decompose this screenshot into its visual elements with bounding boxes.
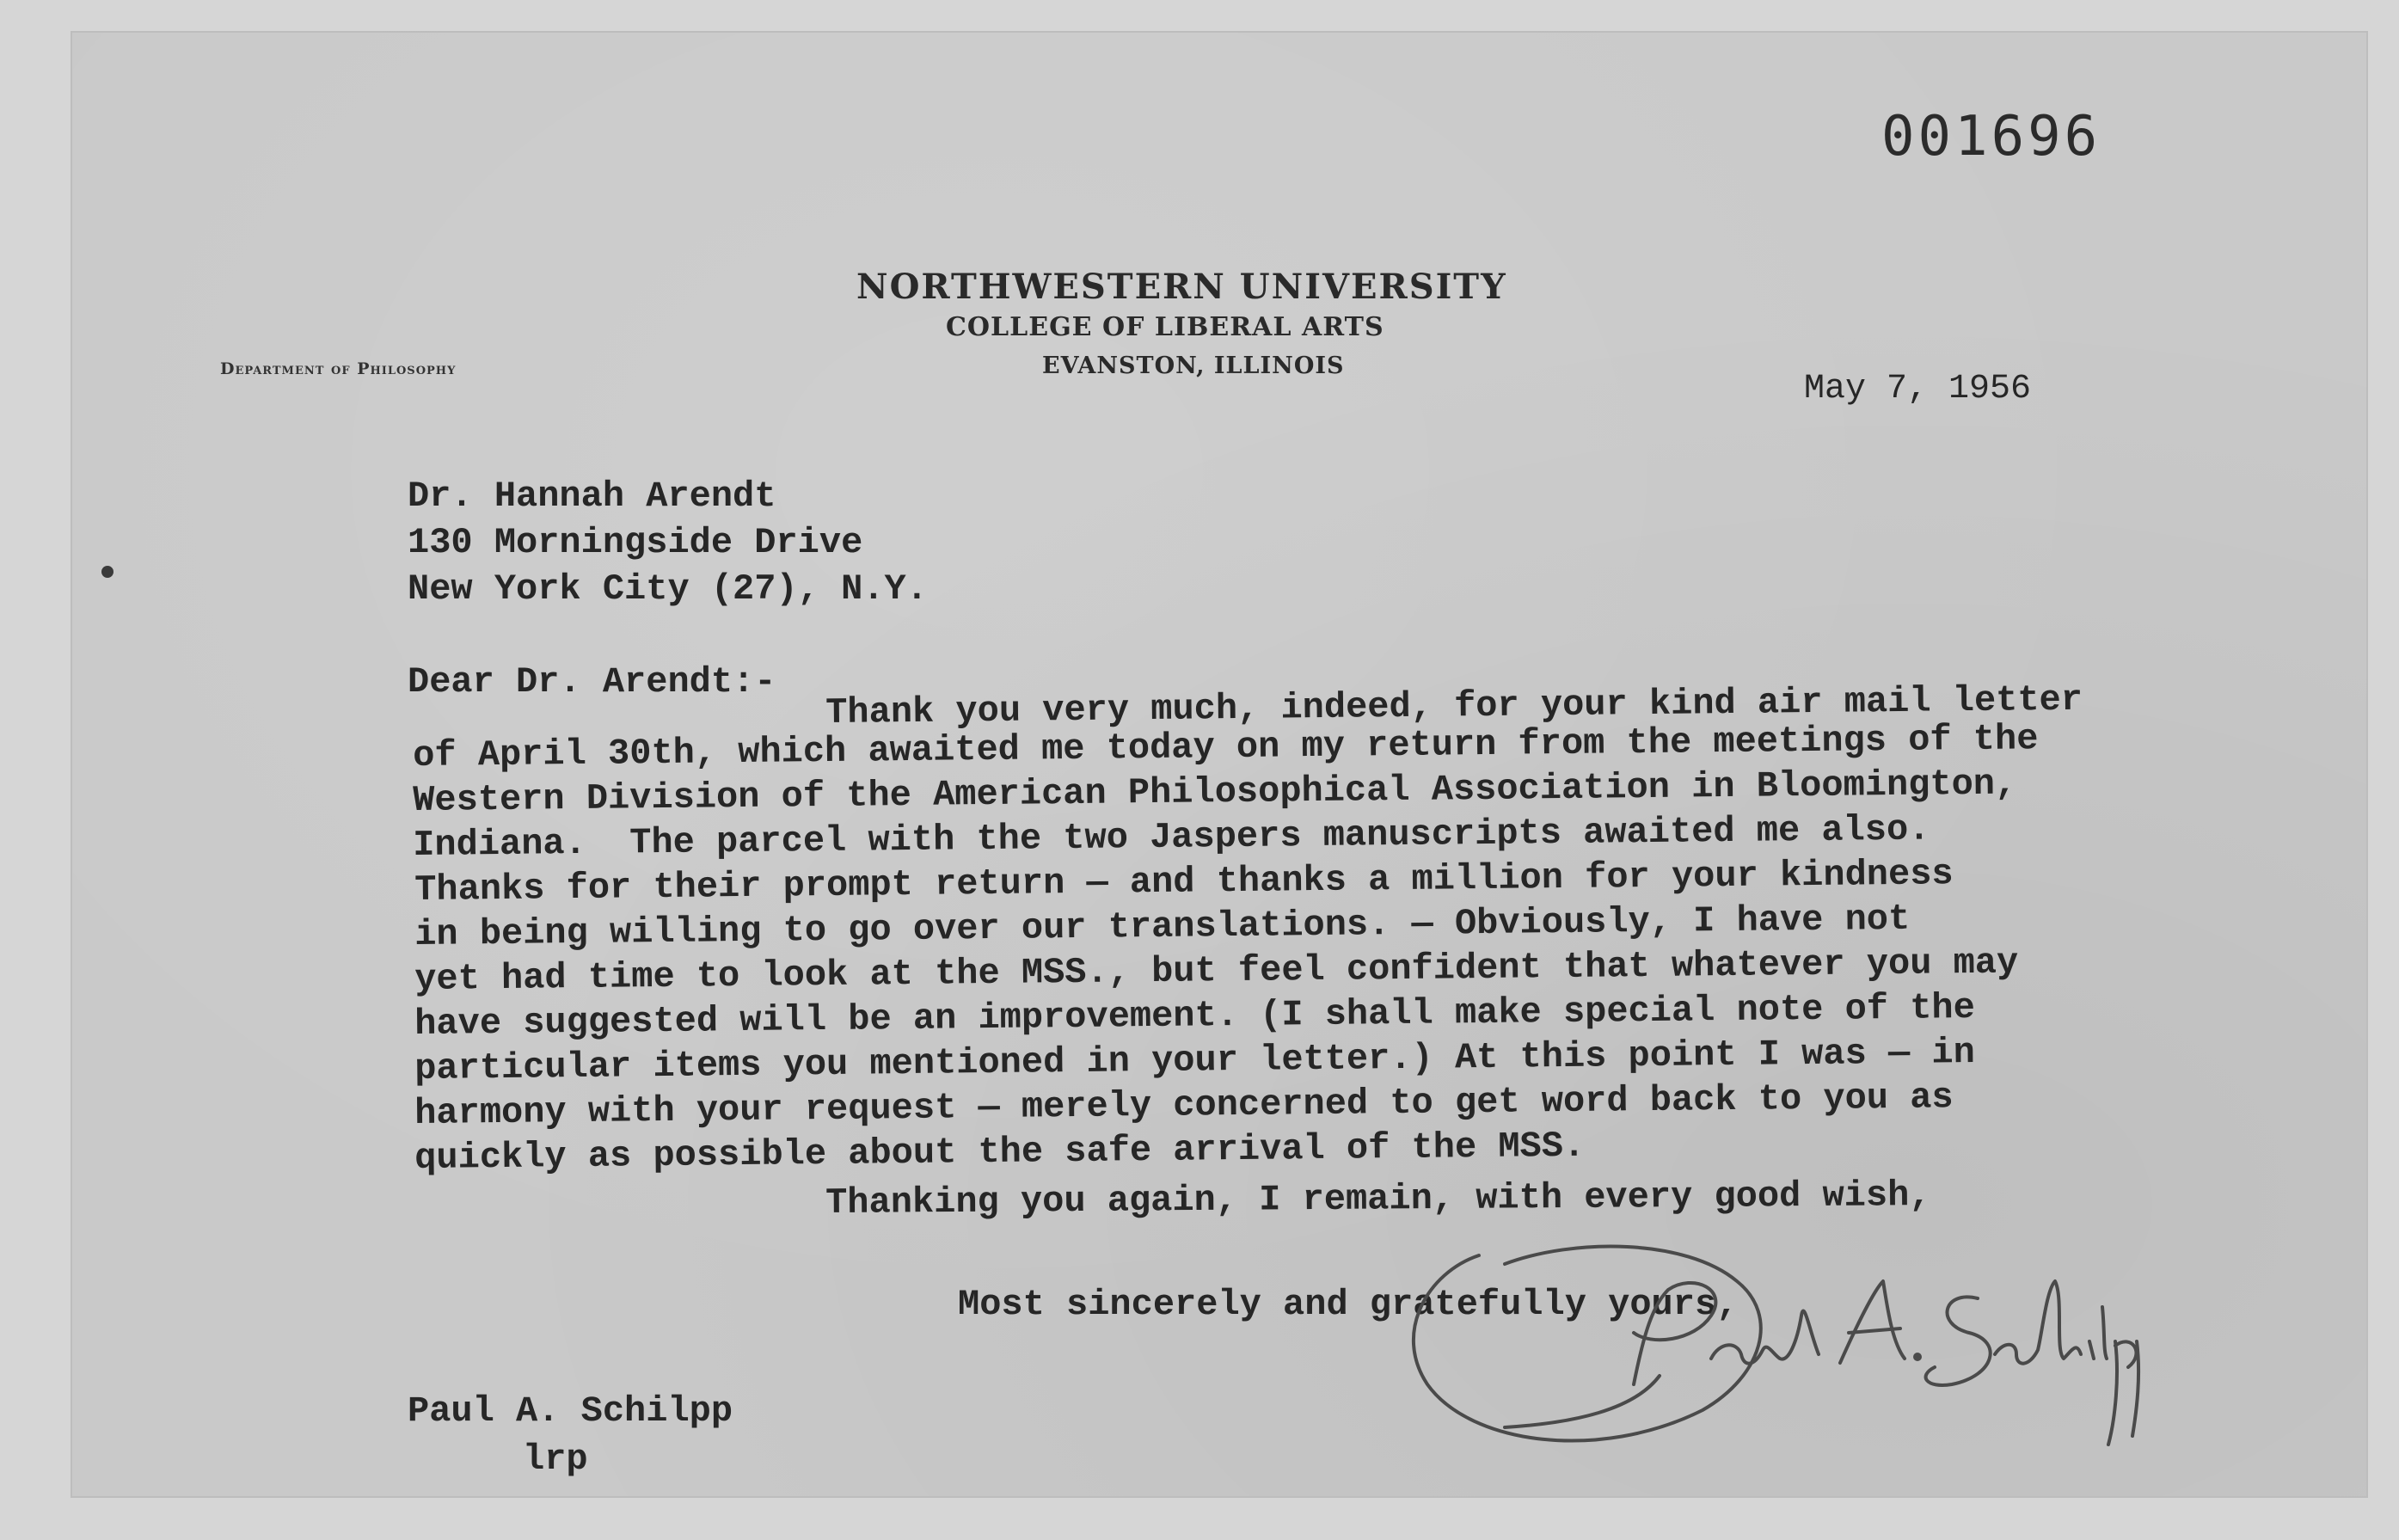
body-line: particular items you mentioned in your letter.) At this point I was — in — [414, 1031, 1976, 1089]
salutation: Dear Dr. Arendt:- — [408, 661, 776, 703]
handwritten-signature — [1376, 1204, 2150, 1470]
body-line: Indiana. The parcel with the two Jaspers manuscripts awaited me also. — [412, 808, 1930, 866]
body-line: quickly as possible about the safe arrival of the MSS. — [414, 1125, 1586, 1179]
recipient-name: Dr. Hannah Arendt — [408, 475, 776, 517]
document-number: 001696 — [1881, 105, 2101, 169]
typed-signer-name: Paul A. Schilpp — [408, 1390, 733, 1432]
body-line: Thanks for their prompt return — and thanks a million for your kindness — [414, 853, 1954, 911]
typist-initials: lrp — [523, 1439, 588, 1480]
letterhead-location: EVANSTON, ILLINOIS — [1042, 353, 1345, 379]
letterhead-university: NORTHWESTERN UNIVERSITY — [856, 267, 1507, 307]
recipient-street: 130 Morningside Drive — [408, 522, 863, 563]
complimentary-close: Most sincerely and gratefully yours, — [958, 1284, 1739, 1325]
body-line: harmony with your request — merely concerned to get word back to you as — [414, 1077, 1954, 1134]
recipient-city: New York City (27), N.Y. — [408, 568, 928, 610]
body-line: Western Division of the American Philosophical Association in Bloomington, — [412, 763, 2017, 821]
letter-date: May 7, 1956 — [1804, 370, 2032, 408]
body-line: have suggested will be an improvement. (I shall make special note of the — [414, 986, 1976, 1045]
body-line: Thank you very much, indeed, for your kind air mail letter — [825, 678, 2083, 733]
body-line: in being willing to go over our translations. — Obviously, I have not — [414, 898, 1911, 955]
closing-line: Thanking you again, I remain, with every good wish, — [825, 1175, 1931, 1224]
letterhead-department: Department of Philosophy — [220, 359, 457, 378]
body-line: yet had time to look at the MSS., but feel confident that whatever you may — [414, 942, 2019, 1000]
body-line: of April 30th, which awaited me today on my return from the meetings of the — [412, 718, 2039, 776]
punch-mark — [101, 566, 114, 578]
letterhead-college: COLLEGE OF LIBERAL ARTS — [946, 312, 1384, 342]
